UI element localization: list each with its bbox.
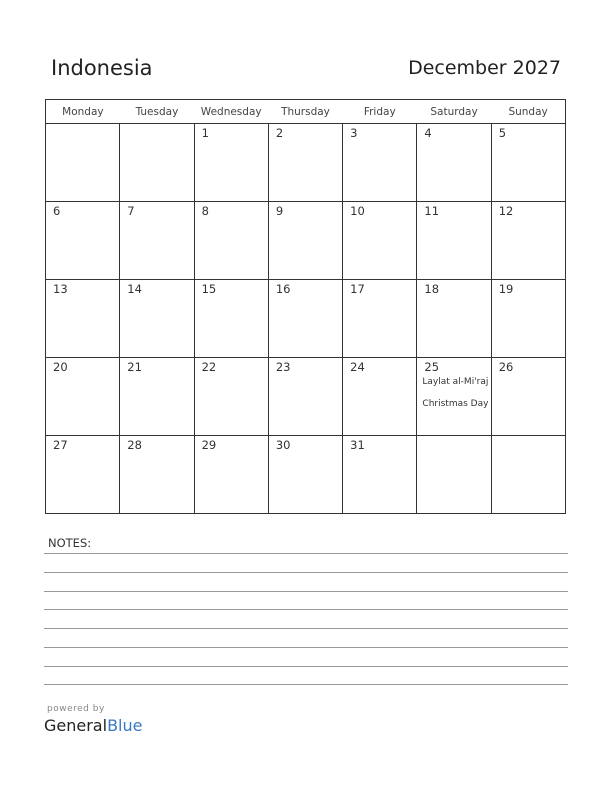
day-cell: [268, 202, 342, 280]
week-row: [46, 124, 566, 202]
brand-name-part-blue: Blue: [107, 716, 143, 735]
note-line: [44, 609, 568, 610]
day-number: 1: [201, 126, 209, 140]
calendar-grid: [45, 99, 566, 514]
weekday-header: Sunday: [491, 100, 565, 124]
day-number: 4: [424, 126, 432, 140]
day-cell: [194, 358, 268, 436]
day-number: [120, 124, 193, 127]
day-cell: [417, 358, 491, 436]
day-number: 3: [350, 126, 358, 140]
day-number: 23: [275, 360, 291, 374]
day-cell: [268, 436, 342, 514]
day-cell: [194, 280, 268, 358]
notes-label: NOTES:: [48, 536, 92, 550]
day-number: [417, 436, 490, 439]
day-number: 12: [498, 204, 514, 218]
day-number: 5: [498, 126, 507, 140]
day-cell: [120, 124, 194, 202]
brand-name-part: General: [44, 716, 108, 735]
day-cell: [46, 124, 120, 202]
day-number: 29: [201, 438, 217, 452]
day-number: 30: [275, 438, 291, 452]
country-title: Indonesia: [51, 56, 153, 80]
day-number: 28: [127, 438, 142, 452]
note-line: [44, 591, 568, 592]
day-cell: [343, 436, 417, 514]
day-number: 7: [127, 204, 135, 218]
day-cell: [194, 436, 268, 514]
weekday-header-row: [46, 100, 566, 124]
note-line: [44, 553, 568, 554]
day-cell: [491, 280, 565, 358]
day-cell: [417, 202, 491, 280]
day-number: 26: [498, 360, 514, 374]
day-cell: [46, 358, 120, 436]
weekday-header: Thursday: [268, 100, 342, 124]
day-number: 22: [201, 360, 217, 374]
day-cell: [343, 358, 417, 436]
day-number: [46, 124, 119, 127]
day-cell: [268, 124, 342, 202]
week-row: [46, 280, 566, 358]
day-cell: [194, 202, 268, 280]
powered-by-text: powered by: [47, 704, 105, 714]
holiday-event: Laylat al-Mi'raj: [422, 377, 489, 387]
day-cell: [120, 358, 194, 436]
day-number: 17: [350, 282, 365, 296]
day-cell: [417, 124, 491, 202]
note-line: [44, 572, 568, 573]
day-number: 21: [127, 360, 142, 374]
day-cell: [491, 358, 565, 436]
note-line: [44, 647, 568, 648]
day-cell: [46, 202, 120, 280]
day-cell: [491, 202, 565, 280]
day-number: 18: [424, 282, 440, 296]
day-cell: [343, 280, 417, 358]
day-cell: [343, 202, 417, 280]
day-number: 16: [275, 282, 291, 296]
day-number: 8: [201, 204, 209, 218]
day-number: 25: [424, 360, 440, 374]
day-number: 11: [424, 204, 440, 218]
day-number: 9: [275, 204, 284, 218]
day-cell: [120, 280, 194, 358]
day-cell: [46, 436, 120, 514]
week-row: [46, 358, 566, 436]
day-number: 24: [350, 360, 365, 374]
month-title: December 2027: [408, 57, 561, 79]
week-row: [46, 436, 566, 514]
weekday-header: Tuesday: [120, 100, 194, 124]
day-number: 2: [275, 126, 284, 140]
day-cell: [417, 280, 491, 358]
week-row: [46, 202, 566, 280]
day-number: 19: [498, 282, 514, 296]
holiday-event: Christmas Day: [422, 399, 489, 409]
day-cell: [120, 202, 194, 280]
day-cell: [120, 436, 194, 514]
brand-logo: [44, 716, 142, 735]
day-cell: [491, 436, 565, 514]
day-cell: [491, 124, 565, 202]
day-number: 20: [53, 360, 68, 374]
day-cell: [343, 124, 417, 202]
day-number: 27: [53, 438, 68, 452]
note-line: [44, 628, 568, 629]
day-cell: [417, 436, 491, 514]
day-cell: [46, 280, 120, 358]
day-number: 31: [350, 438, 365, 452]
day-number: 15: [201, 282, 217, 296]
day-number: 10: [350, 204, 365, 218]
note-line: [44, 666, 568, 667]
day-cell: [194, 124, 268, 202]
weekday-header: Wednesday: [194, 100, 268, 124]
weekday-header: Saturday: [417, 100, 491, 124]
day-number: 14: [127, 282, 142, 296]
day-cell: [268, 358, 342, 436]
note-line: [44, 684, 568, 685]
day-number: 13: [53, 282, 68, 296]
day-number: 6: [53, 204, 61, 218]
weekday-header: Monday: [46, 100, 120, 124]
day-number: [492, 436, 565, 439]
weekday-header: Friday: [343, 100, 417, 124]
day-cell: [268, 280, 342, 358]
